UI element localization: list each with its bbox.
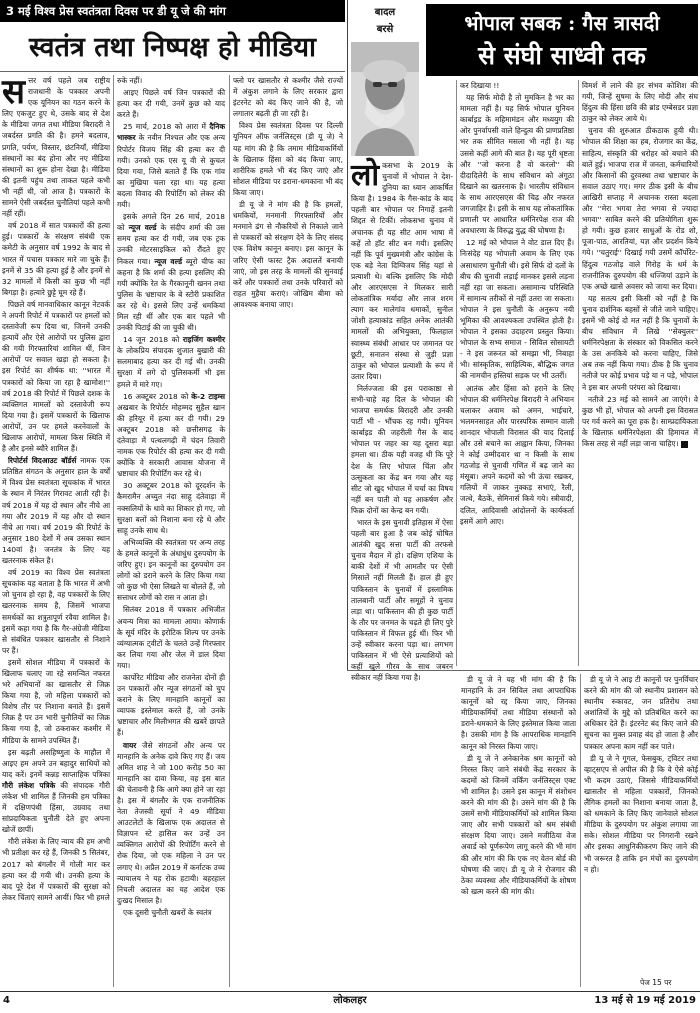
subhead: राइजिंग कश्मीर	[182, 335, 225, 345]
paragraph: वर्ष 2019 का विश्व प्रेस स्वतंत्रता सूचकांक यह बताता है कि भारत में अभी जो चुनाव हो रहा है, वह पत्रकारों के लिए खतरनाक समय है, जिसमें भाजपा समर्थकों का शत्रुतापूर्ण रवैया शामिल है। इसमें कहा गया है कि गैर-अंग्रेजी मीडिया से संबंधित पत्रकार खासतौर से निशाने पर हैं।	[2, 568, 110, 655]
subhead: गौरी लंकेश पत्रिके	[2, 780, 56, 790]
paragraph: आतंक और हिंसा को हराने के लिए भोपाल की धर्मनिरपेक्ष बिरादरी ने अभियान चलाकर अवाम को अमन, भाईचारे, भलमनसाहत और पारस्परिक सम्मान वाली शानदार भोपाली विरासत की याद दिलाई और उसे बचाने का आह्वान किया, जिनका ने कोई उम्मीदवार था न किसी के साथ गठजोड़ से चुनावी गणित में बढ़ जाने का मंसूबा। अपने कदमों को भी ऊंचा रखकर, गलियों में जाकर नुक्कड़ सभाएं, रैली, जत्थे, बैठकें, सेमिनार्स किये गये। स्त्रीवादी, दलित, आदिवासी आंदोलनों के कार्यकर्ता इसमें आगे आए।	[460, 383, 574, 526]
left-article-col5	[584, 674, 698, 974]
right-article-title	[426, 4, 698, 76]
publication-name: लोकलहर	[333, 995, 367, 1006]
column-divider	[113, 75, 114, 987]
subhead: वायर	[123, 740, 137, 750]
subhead: दैनिक भास्कर	[117, 122, 225, 143]
paragraph: त्तर वर्ष पहले जब राष्ट्रीय राजधानी के पत्रकार अपनी एक यूनियन का गठन करने के लिए एकजुट हुए थे, उसके बाद से देश के मीडिया जगत तथा मीडिया बिरादरी ने जबर्दस्त प्रगति की है। हमने बदलाव, प्रगति, पर्यण, विस्तार, छंटनियाँ, मीडिया संस्थानों का बंद होना और नए मीडिया संस्थानों का शुरू होना देखा है। मीडिया की इतनी पहुंच तथा ताकत पहले कभी भी नहीं थी, जो आज है। पत्रकारों के सामने ऐसी जबर्दस्त चुनौतियां पहले कभी नहीं रहीं।	[2, 76, 110, 219]
paragraph: 16 अक्टूबर 2018 को	[123, 391, 189, 401]
paragraph: आइए पिछले वर्ष जिन पत्रकारों की हत्या कर दी गयी, उनमें कुछ को याद करते हैं।	[117, 88, 225, 120]
paragraph: के लोकप्रिय संपादक शुजात बुखारी की सलमाबाद हत्या कर दी गई थी। उनकी सुरक्षा में लगे दो पुलिसकर्मी भी इस हमले में मारे गए।	[117, 346, 225, 389]
paragraph: जैसे संगठनों और अन्य पर मानहानि के अनेक दावे किए गए हैं। जय अमित शाह ने जो 100 करोड़ 50 का मानहानि का दावा किया, वह इस बात की चेतावनी है कि आगे क्या होने जा रहा है। इस में बंगलौर के एक राजनीतिक नेता तेजस्वी सूर्या ने 49 मीडिया आउटलेटों के खिलाफ एक अदालत से विज्ञापन स्टे हासिल कर उन्हें उन व्यक्तिगत आरोपों की रिपोर्टिंग करने से रोक दिया, जो एक महिला ने उन पर लगाए थे। अप्रैल 2019 में कर्नाटक उच्च न्यायालय ने यह रोक हटायी। बहरहाल निचली अदालत का यह आदेश एक दुःखद मिसाल है।	[117, 740, 225, 905]
footer-rule	[0, 991, 700, 992]
paragraph: डी यू जे ने मांग की है कि हमलों, धमकियों, मनमानी गिरफ्तारियों और मनमाने ढंग से नौकरियों से निकाले जाने से पत्रकारों को संरक्षण देने के लिए संसद एक विशेष कानून बनाए। इस कानून के जरिए ऐसी फास्ट ट्रैक अदालतें बनायी जाएं, जो इस तरह के मामलों की सुनवाई करें और पत्रकारों तथा उनके परिवारों को राहत मुहैया कराएं। जोखिम बीमा को आवश्यक बनाया जाए।	[233, 200, 343, 309]
paragraph: नतीजे 23 मई को सामने आ जाएंगे। वे कुछ भी हों, भोपाल को अपनी इस विरासत पर गर्व करने का पूरा हक है। साम्प्रदायिकता के खिलाफ़ धर्मनिरपेक्षता की हिमायत में किस तरह से नहीं लड़ा जाना चाहिए।	[582, 394, 698, 448]
subhead: न्यूज वर्ल्ड	[154, 256, 183, 266]
byline	[351, 4, 419, 38]
paragraph: इस बढ़ती असहिष्णुता के माहौल में आइए हम अपने उन बहादुर साथियों को याद करें। इनमें कन्नड़ साप्ताहिक पत्रिका	[2, 747, 110, 779]
paragraph: भारत के इस चुनावी इतिहास में ऐसा पहली बार हुआ है जब कोई घोषित आतंकी खुद सत्ता पार्टी की तरफसे चुनाव मैदान में हो। दक्षिण एशिया के बाकी देशों में भी आमतौर पर ऐसी मिसालें नहीं मिलती हैं। हाल ही हुए पाकिस्तान के चुनावों में इस्लामिक तालबानी पार्टी और समूहों ने चुनाव लड़ा था। पाकिस्तान की ही कुछ पार्टी के तौर पर जनमत के चढ़ते ही लिए पुरे पाकिस्तान में विफल हुई थीं। फिर भी उन्हें स्वीकार करना पड़ा था। लगभग पाकिस्तान में भी ऐसे प्रत्याशियों को कहीं खुले गौरव के साथ जबरन स्वीकार नहीं किया गया है।	[351, 518, 453, 683]
title-line: भोपाल सबक : गैस त्रासदी	[464, 11, 660, 35]
paragraph: पिछले वर्ष मानवाधिकार कानून नेटवर्क ने अपनी रिपोर्ट में पत्रकारों पर हमलों को दस्तावेजी रूप दिया था, जिनमें उनकी हत्यायें और ऐसे आरोपों पर पुलिस द्वारा की गयी गिरफ्तारियां शामिल थीं, जिन आरोपों पर सवाल खड़ा हो सकता है। इस रिपोर्ट का शीर्षक था: ''भारत में पत्रकारों को किया जा रहा है खामोश!'' वर्ष 2018 की रिपोर्ट में पिछले दशक के व्यक्तिगत मामलों को दस्तावेजी रूप दिया गया है। इसमें पत्रकारों के खिलाफ आरोपों, उन पर हमले करनेवालों के खिलाफ आरोपों, मामला किस स्थिति में है और इनसे ब्यौरे शामिल हैं।	[2, 299, 110, 454]
subhead: न्यूज वर्ल्ड	[128, 223, 157, 233]
paragraph: अखबार के रिपोर्टर मोहम्मद सुहैल खान की हरियूर में हत्या कर दी गयी। 29 अक्टूबर 2018 को छत्तीसगढ़ के दंतेवाड़ा में पत्थलगढ़ी में चंदन तिवारी नामक एक रिपोर्टर की हत्या कर दी गयी क्योंकि वे सरकारी आवास योजना में भ्रष्टाचार की रिपोर्टिंग कर रहे थे।	[117, 402, 225, 479]
article-divider	[347, 0, 348, 670]
page-number: 4	[3, 995, 10, 1006]
paragraph: कार्पोरेट मीडिया और राजनेता दोनों ही उन पत्रकारों और न्यूज संगठनों को चुप कराने के लिए मानहानि कानूनों का व्यापक इस्तेमाल करते हैं, जो उनके भ्रष्टाचार और मिलीभगत की खबरें छापते हैं।	[117, 672, 225, 738]
subhead: रिपोर्टर्स विदआउट बॉर्डर्स	[8, 456, 77, 466]
paragraph: कसभा के 2019 के चुनावों में भोपाल ने देश-दुनिया का ध्यान आकर्षित किया है। 1984 के गैस-कांड के बाद पहली बार भोपाल पर निगाहें इतनी शिद्दत से टिकीं। लोकसभा चुनाव में अचानक ही यह सीट आम भाषा में कहें तो हॉट सीट बन गयी। इसलिए नहीं कि पूर्व मुख्यमंत्री और कांग्रेस के एक बड़े नेता दिग्विजय सिंह यहां से प्रत्याशी थे। बल्कि इसलिए कि मोदी और आरएसएस ने मिलकर सारी लोकतांत्रिक मर्यादा और लाज शरम त्याग कर मालेगांव धमाकों, सुनील जोशी हत्याकांड सहित अनेक आतंकी मामलों की अभियुक्ता, फिलहाल स्वास्थ्य संबंधी आधार पर जमानत पर छूटी, सनातन संस्था से जुड़ी प्रज्ञा ठाकुर को भोपाल प्रत्याशी के रूप में उतार दिया।	[351, 161, 453, 381]
dropcap: स	[2, 72, 25, 112]
subhead: के-2 टाइम्स	[191, 391, 225, 401]
paragraph: गौरी लंकेश के लिए न्याय की हम अभी भी प्रतीक्षा कर रहे हैं, जिनकी 5 सितंबर, 2017 को बंगलौर में गोली मार कर हत्या कर दी गयी थी। उनकी हत्या के बाद पूरे देश में पत्रकारों की सुरक्षा को लेकर चिंताएं सामने आयीं। फिर भी हमले	[2, 837, 110, 902]
paragraph: निर्लज्जता की इस पराकाष्ठा से सभी-चाहे वह दिल के भोपाल की भाजपा समर्थक बिरादरी और उनकी पार्टी भी - भौंचक रह गयी। यूनियन कार्बाइड की जहरीली गैस के बाद भोपाल पर जहर का यह दूसरा बड़ा हमला था। ठीक यही वजह थी कि पूरे देश के लिए भोपाल चिंता और उत्सुकता का केंद्र बन गया और यह सीट जो खुद भोपाल में चर्चा का विषय नहीं बन पाती वो यह आकर्षण और फिक्र दोनों का केन्द्र बन गयी।	[351, 383, 453, 515]
author-name: बादल	[374, 7, 396, 18]
paragraph: अभिव्यक्ति की स्वतंत्रता पर अन्य तरह के हमले कानूनों के अंधाधुंध दुरुपयोग के जरिए हुए। इन कानूनों का दुरुपयोग उन लोगों को डराने करने के लिए किया गया जो कुछ भी ऐसा लिखते या बोलते हैं, जो सत्ताधर लोगों को रास न आता हो।	[117, 537, 225, 603]
main-headline: स्वतंत्र तथा निष्पक्ष हो मीडिया	[29, 32, 316, 63]
paragraph: सितंबर 2018 में पत्रकार अभिजीत अयन्य मित्रा का मामला आया। कोणार्क के सूर्य मंदिर के इरोटिक शिल्प पर उनके व्यंग्यात्मक ट्वीटों के चलते उन्हें गिरफ्तार कर लिया गया और जेल में डाल दिया गया।	[117, 605, 225, 670]
paragraph: डी यू जे ने गूगल, फेसबुक, ट्विटर तथा व्हाट्सएप से अपील की है कि वे ऐसे कोई भी कदम उठाएं, जिससे मीडियाकर्मियों खासतौर से महिला पत्रकारों, जिनको लैंगिक हमलों का निशाना बनाया जाता है, को धमकाने के लिए किए जानेवाले सोशल मीडिया के दुरुपयोग पर अंकुश लगाया जा सके। सोशल मीडिया पर निगरानी रखने और इसका आधुनिकीकरण किए जाने की भी जरूरत है ताकि इन मंचों का दुरुपयोग न हो।	[584, 753, 698, 874]
paragraph: 12 मई को भोपाल ने वोट डाल दिए हैं। निःसंदेह यह भोपाली अवाम के लिए एक असाधारण चुनौती थी। इसे सिर्फ दो दलों के बीच की चुनावी लड़ाई मानकर इससे लड़ना नहीं रहा जा सकता। असामान्य परिस्थिति में सामान्य तरीकों से नहीं उतरा जा सकता। भोपाल ने इस चुनौती के अनुरूप नयी भूमिका की आवश्यकता उपस्थित होती है। भोपाल ने इसका उदाहरण प्रस्तुत किया। भोपाल के सभ्य समाज - सिविल सोसायटी - ने इस जरूरत को समझा भी, निबाहा भी। सांस्कृतिक, साहित्यिक, बौद्धिक जगत की नामचीन हस्तियां सड़क पर भी उतरीं।	[460, 238, 574, 381]
left-article-col1	[2, 72, 110, 987]
paragraph: डी यू जे ने अनेकानेक श्रम कानूनों को निरस्त किए जाने संबंधी केंद्र सरकार के कदमों को जिनमें वर्किंग जर्नलिस्ट्स एक्ट भी शामिल है। उसने इस कानून में संशोधन करने की मांग की है। उसने मांग की है कि उसमें सभी मीडियाकर्मियों को शामिल किया जाए और सभी पत्रकारों को श्रम संबंधी संरक्षण दिया जाए। उसने मजीठिया वेज अवार्ड को पूर्णरूपेण लागू करने की भी मांग की और मांग की कि एक नए वेतन बोर्ड की घोषणा की जाए। डी यू जे ने रोजगार की ठेका व्यवस्था और मीडियाकर्मियों के शोषण को खत्म करने की मांग की।	[461, 753, 576, 896]
paragraph: यह सतत्य इसी किसी को नहीं है कि चुनाव दार्शनिक बहसों से जीते जाने चाहिए। इसमें भी कोई दो मत नहीं है कि चुनावों के बीच संविधान में लिखे ''सेक्युलर'' धर्मनिरपेक्षता के संस्कार को विकसित करने के उस अनकिये को करना चाहिए, जिसे अब तक नहीं किया गया। ठीक है कि चुनाव नतीजे पर कोई प्रभाव पड़े या न पड़े, भोपाल ने इस बार अपनी परंपरा को दिखाया।	[582, 293, 698, 392]
column-divider	[580, 674, 581, 987]
headline-rule	[0, 71, 345, 72]
paragraph: यह सिर्फ मोदी है तो मुमकिन है भर का मामला नहीं है। यह सिर्फ भोपाल यूनियन कार्बाइड के महिमामंडन और मध्ययुग की ओर पुनर्वापसी वाले हिन्दुत्व की प्राणप्रतिष्ठा भर तक सीमित मसला भी नहीं है। यह उससे कहीं आगे की बात है। यह पूरी धृष्टता और ''जो करना है वो करलो'' की दीदादिलेरी के साथ संविधान को अंगूठा दिखाने का खतरनाक है। भारतीय संविधान के साथ आरएसएस की चिढ़ और नफरत जगजाहिर है। इसी के साथ यह लोकतांत्रिक प्रणाली पर आधारित धर्मनिरपेक्ष राज की अवधारणा के विरुद्ध युद्ध की घोषणा है।	[460, 93, 574, 236]
paragraph: इसके अगले दिन 26 मार्च, 2018 को	[117, 212, 225, 233]
column-divider	[229, 75, 230, 987]
paragraph: 30 अक्टूबर 2018 को दूरदर्शन के कैमरामैन अच्युत नंदा साहू दंतेवाड़ा में नक्सलियों के धावे का शिकार हो गए, जो सुरक्षा बलों को निशाना बना रहे थे और साहू उनके साथ थे।	[117, 481, 225, 535]
issue-date: 13 मई से 19 मई 2019	[594, 995, 696, 1006]
right-article-colC	[582, 80, 698, 666]
paragraph: 25 मार्च, 2018 को आरा में	[123, 122, 206, 132]
left-article-col2	[117, 75, 225, 987]
right-article-colA	[351, 158, 453, 683]
paragraph: इसमें सोशल मीडिया में पत्रकारों के खिलाफ चलाए जा रहे समन्वित नफरत भरे अभियानों का खासतौर से जिक्र किया गया है, जो महिला पत्रकारों को विशेष तौर पर निशाना बनाते हैं। इसमें जिक्र है पर उन भारी चुनौतियों का जिक्र किया गया है, जो ठकराकर कश्मीर में मीडिया के सामने उपस्थित हैं।	[2, 657, 110, 745]
end-mark-icon	[681, 441, 688, 448]
paragraph: एक दूसरी चुनौती खबरों के स्वतंत्र	[123, 907, 212, 917]
paragraph: नामक एक प्रतिष्ठित संगठन के अनुसार हाल के वर्षों में विश्व प्रेस स्वतंत्रता सूचकांक में भारत के स्थान में निरंतर गिरावट आती रही है। वर्ष 2018 में यह दो स्थान और नीचे आ गया और 2019 में यह और दो स्थान नीचे आ गया। वर्ष 2019 की रिपोर्ट के अनुसार 180 देशों में अब उसका स्थान 140वां है। जनतंत्र के लिए यह खतरनाक संकेत है।	[2, 456, 110, 566]
paragraph: ब्यूरो चीफ का कहना है कि शर्मा की हत्या इसलिए की गयी क्योंकि रेत के गैरकानूनी खनन तथा पुलिस के भ्रष्टाचार के बे स्टोरी प्रकाशित कर रहे थे। इससे लिए उन्हें धमकियां मिल रही थीं और एक बार पहले भी उनकी पिटाई की जा चुकी थी।	[117, 256, 225, 333]
author-photo	[351, 42, 419, 156]
column-divider	[456, 80, 457, 666]
paragraph: 14 जून 2018 को	[123, 335, 180, 345]
column-divider	[578, 80, 579, 666]
paragraph: डी यू जे ने यह भी मांग की है कि मानहानि के उन सिविल तथा आपराधिक कानूनों को रद्द किया जाए, जिनका मीडियाकर्मियों तथा मीडिया संस्थानों को डराने-धमकाने के लिए इस्तेमाल किया जाता है। उसकी मांग है कि आपराधिक मानहानि कानून को निरस्त किया जाए।	[461, 675, 576, 751]
right-article-colB	[460, 80, 574, 666]
paragraph: विश्व प्रेस स्वतंत्रता दिवस पर दिल्ली यूनियन ऑफ जर्नलिस्ट्स (डी यू जे) ने यह मांग की है कि तमाम मीडियाकर्मियों के खिलाफ हिंसा को बंद किया जाए, शारीरिक हमले भी बंद किए जाएं और सोशल मीडिया पर डराना-धमकाना भी बंद किया जाए।	[233, 121, 343, 197]
paragraph: रुके नहीं।	[117, 76, 143, 85]
dropcap: लो	[351, 158, 380, 193]
paragraph: चुनाव की शुरुआत ठीकठाक हुयी थी। भोपाल की शिक्षा का हब, रोजगार का केंद्र, साहित्य, संस्कृति की धरोहर को बचाने की बातें हुई। भाजपा राज में जनता, कर्मचारियों और किसानों की दुरवस्था तथा भ्रष्टाचार के सवाल उठाए गए। मगर ठीक इसी के बीच आखिरी सप्ताह में अचानक रास्ता बदला और ''मेरा भगवा तेरा भगवा से ज्यादा भगवा'' साबित करने की प्रतियोगिता शुरू हो गयी। कुछ हजार साधुओं के रोड शो, पूजा-पाठ, आरतियां, यज्ञ और प्रदर्शन किये गये। ''चतुराई'' दिखाई गयी उसमें कॉर्पोरेट-हिंदुत्व गठजोड़ वाले गिरोह के धर्म के राजनीतिक दुरुपयोग की धज्जियां उड़ाने के एक अच्छे खासे अवसर को जाया कर दिया।	[582, 126, 698, 291]
paragraph: डी यू जे ने आइ टी कानूनों पर पुनर्विचार करने की मांग की जो स्थानीय प्रशासन को स्थानीय रुकावट, जन प्रतिरोध तथा अशांतियों के मुद्दे को प्रतिबंधित करने का अधिकार देते हैं। इंटरनेट बंद किए जाने की सूचना का मुक्त प्रवाह बंद हो जाता है और पत्रकार अपना काम नहीं कर पाते।	[584, 675, 698, 751]
paragraph: की संपादक गौरी लंकेश भी शामिल हैं जिनकी हम पत्रिका में दक्षिणपंथी हिंसा, उग्रवाद तथा सांप्रदायिकता चुनौती देते हुए अपना खोजें छापीं।	[2, 780, 110, 835]
continued-label: पेज 15 पर	[640, 978, 672, 987]
paragraph: के संदीप शर्मा की उस समय हत्या कर दी गयी, जब एक ट्रक उनकी मोटरसाइकिल को रौंदते हुए निकल गया।	[117, 223, 225, 266]
paragraph: वर्ष 2018 में सात पत्रकारों की हत्या हुई। पत्रकारों के संरक्षण संबंधी एक कमेटी के अनुसार वर्ष 1992 के बाद से भारत में पचास पत्रकार मारे जा चुके हैं। इनमें से 35 की हत्या हुई है और इनमें से 32 मामलों में किसी का कुछ भी नहीं बिगड़ा है। हत्यारे छुट्टे घूम रहे हैं।	[2, 221, 110, 297]
author-name: बरसे	[376, 24, 394, 35]
left-article-col3	[233, 75, 343, 987]
title-line: से संघी साध्वी तक	[478, 41, 646, 70]
paragraph: विमर्श में लाने की हर संभव कोशिश की गयी, जिन्हें सुषमा के लिए मोदी और संघ हिंदुत्व की हिंसा छवि की ब्रांड एम्बेसडर प्रज्ञा ठाकुर को लेकर आये थे।	[582, 81, 698, 124]
paragraph: कर दिखाया !!	[460, 81, 500, 90]
header-bar: 3 मई विश्व प्रेस स्वतंत्रता दिवस पर डी यू जे की मांग	[0, 0, 345, 22]
paragraph: के नवीन निश्चल और एक अन्य रिपोर्टर विजय सिंह की हत्या कर दी गयी। उनको एक एस यू वी से कुचल दिया गया, जिसे बताते हैं कि एक गांव का मुखिया चला रहा था। यह हत्या बदला विवाद की रिपोर्टिंग को लेकर की गयी।	[117, 133, 225, 210]
paragraph: फ्लो पर खासतौर से कश्मीर जैसे राज्यों में अंकुश लगाने के लिए सरकार द्वारा इंटरनेट को बंद किए जाने की है, जो लगातार बढ़ती ही जा रही है।	[233, 76, 343, 119]
left-article-col4	[461, 674, 576, 987]
